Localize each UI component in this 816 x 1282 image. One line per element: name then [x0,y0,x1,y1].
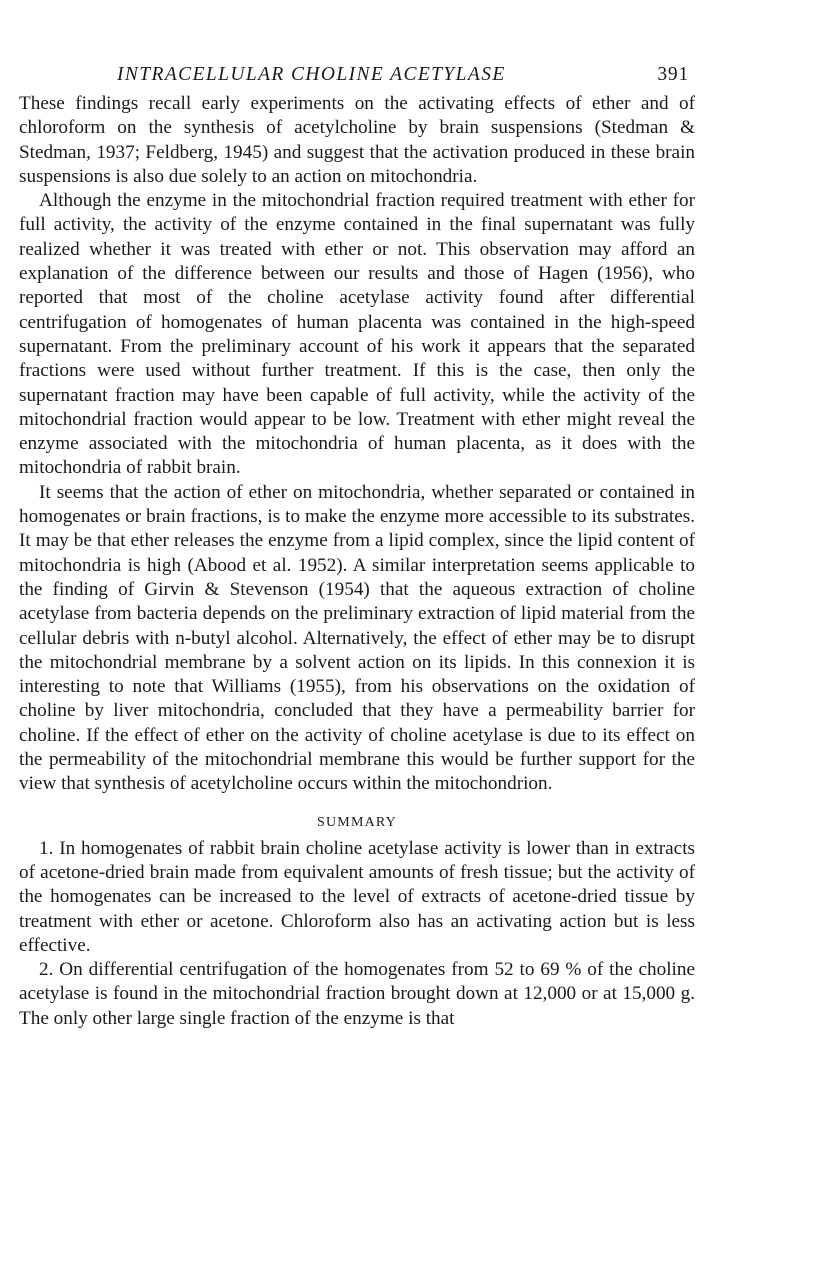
body-paragraph: These findings recall early experiments on the activating effects of ether and of chloroform on the synthesis of acetylcholine by brain suspensions (Stedman & Stedman, 1937; Feldberg, 1945) and suggest that the activation produced in these brain suspensions is also due solely to an action on mitochondria. [19,93,695,187]
page-number: 391 [657,64,689,85]
running-title: INTRACELLULAR CHOLINE ACETYLASE [117,64,506,85]
running-head [19,64,695,92]
summary-item: 2. On differential centrifugation of the homogenates from 52 to 69 % of the choline acetylase is found in the mitochondrial fraction brought down at 12,000 or at 15,000 g. The only other large single fraction of the enzyme is that [19,959,695,1029]
body-paragraph: It seems that the action of ether on mitochondria, whether separated or contained in homogenates or brain fractions, is to make the enzyme more accessible to its substrates. It may be that ether releases the enzyme from a lipid complex, since the lipid content of mitochondria is high (Abood et al. 1952). A similar interpretation seems applicable to the finding of Girvin & Stevenson (1954) that the aqueous extraction of choline acetylase from bacteria depends on the preliminary extraction of lipid material from the cellular debris with n-butyl alcohol. Alternatively, the effect of ether may be to disrupt the mitochondrial membrane by a solvent action on its lipids. In this connexion it is interesting to note that Williams (1955), from his observations on the oxidation of choline by liver mitochondria, concluded that they have a permeability barrier for choline. If the effect of ether on the activity of choline acetylase is due to its effect on the permeability of the mitochondrial membrane this would be further support for the view that synthesis of acetylcholine occurs within the mitochondrion. [19,481,695,795]
body-paragraph: Although the enzyme in the mitochondrial fraction required treatment with ether for full activity, the activity of the enzyme contained in the final supernatant was fully realized whether it was treated with ether or not. This observation may afford an explanation of the difference between our results and those of Hagen (1956), who reported that most of the choline acetylase activity found after differential centrifugation of homogenates of human placenta was contained in the high-speed supernatant. From the preliminary account of his work it appears that the separated fractions were used without further treatment. If this is the case, then only the supernatant fraction may have been capable of full activity, while the activity of the mitochondrial fraction would appear to be low. Treatment with ether might reveal the enzyme associated with the mitochondria of human placenta, as it does with the mitochondria of rabbit brain. [19,190,695,479]
summary-item: 1. In homogenates of rabbit brain choline acetylase activity is lower than in extracts of acetone-dried brain made from equivalent amounts of fresh tissue; but the activity of the homogenates can be increased to the level of extracts of acetone-dried tissue by treatment with ether or acetone. Chloroform also has an activating action but is less effective. [19,837,695,956]
journal-page [19,64,695,1031]
summary-heading: SUMMARY [317,814,397,830]
